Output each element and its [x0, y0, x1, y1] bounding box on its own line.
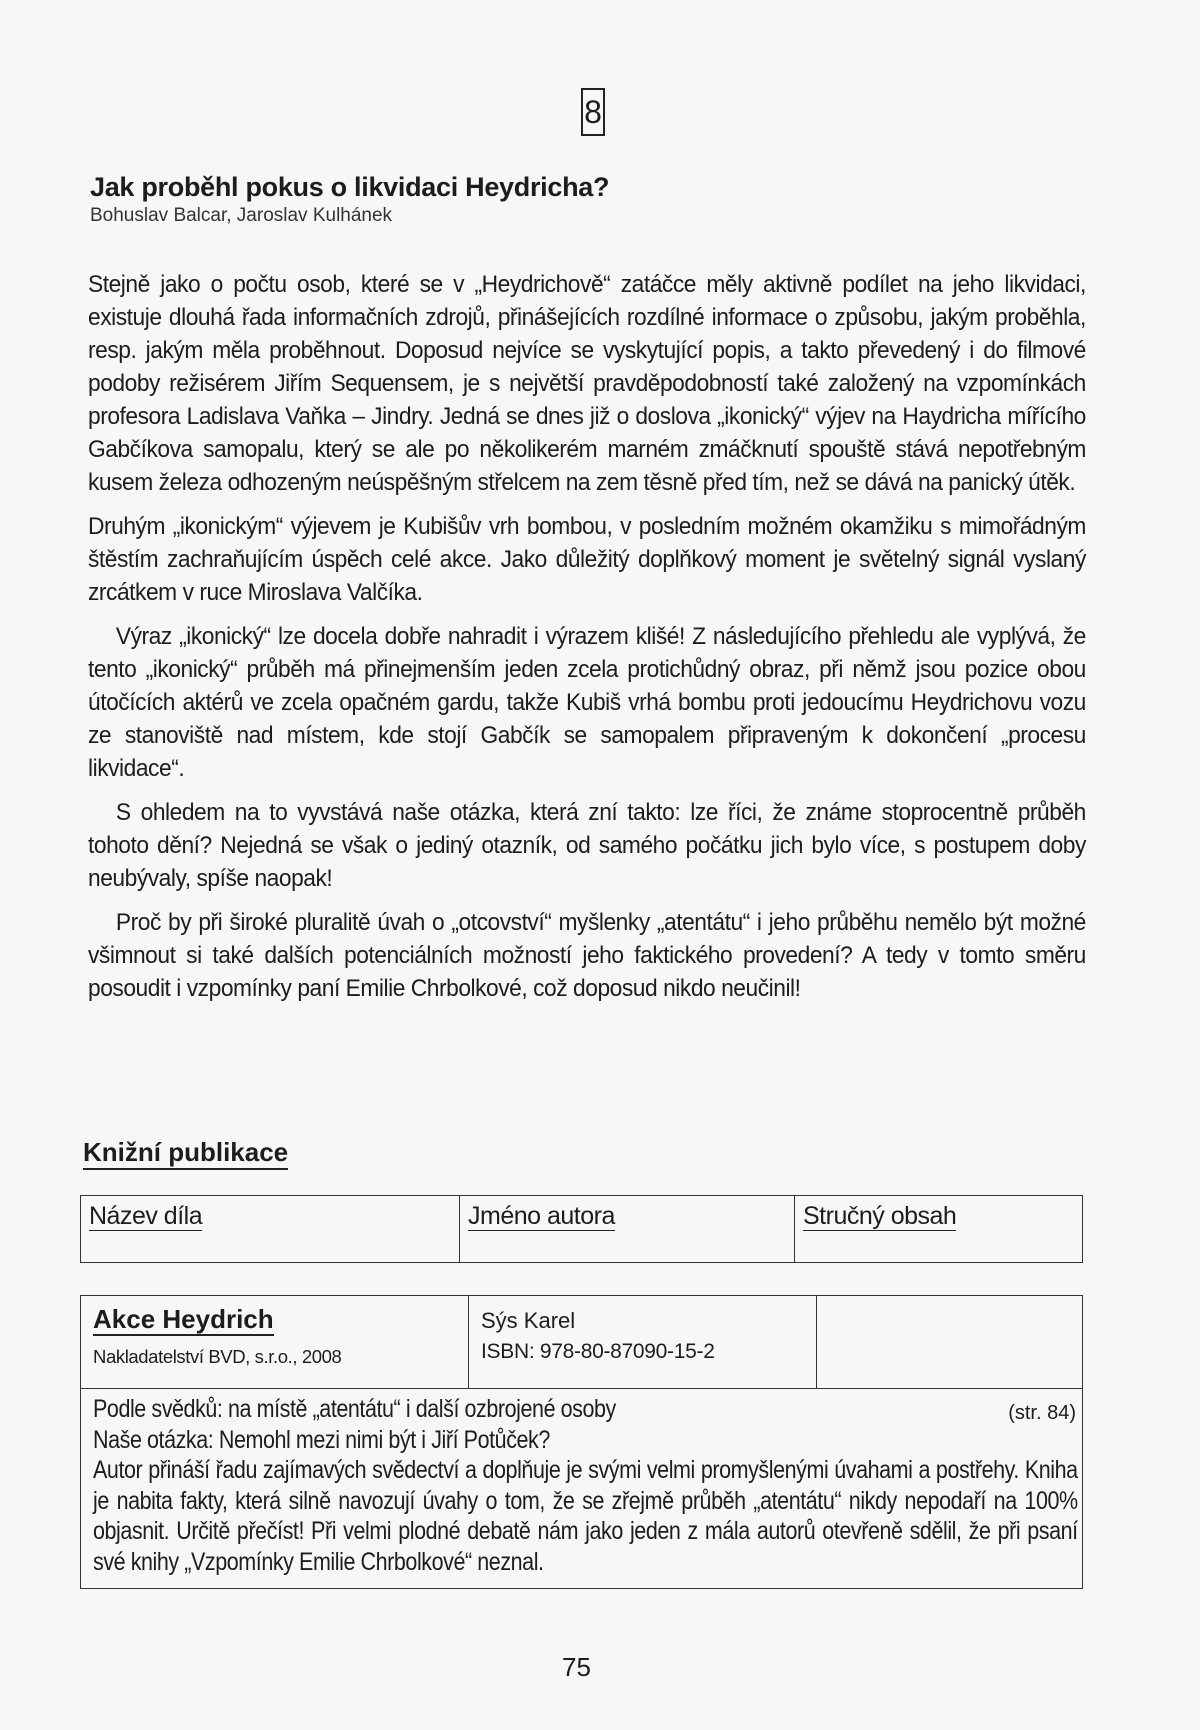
section-heading: Knižní publikace: [83, 1136, 288, 1170]
book-summary: [93, 1394, 1078, 1577]
book-entry: [80, 1295, 1083, 1589]
book-title: Akce Heydrich: [93, 1304, 274, 1334]
paragraph-4: S ohledem na to vyvstává naše otázka, která zní takto: lze říci, že známe stoprocentně průběh tohoto dění? Nejedná se však o jediný otazník, od samého počátku jich bylo více, s postupem doby neubývaly, spíše naopak!: [88, 799, 1086, 892]
article-body: [88, 268, 1086, 1016]
book-isbn: ISBN: 978-80-87090-15-2: [481, 1340, 715, 1363]
column-header-title: Název díla: [81, 1196, 460, 1263]
paragraph-2: Druhým „ikonickým“ výjevem je Kubišův vrh bombou, v posledním možném okamžiku s mimořádným štěstím zachraňujícím úspěch celé akce. Jako důležitý doplňkový moment je světelný signál vyslaný zrcátkem v ruce Miroslava Valčíka.: [88, 513, 1086, 606]
row-divider: [81, 1388, 1082, 1389]
article-title: Jak proběhl pokus o likvidaci Heydricha?: [90, 172, 610, 202]
book-author-cell: [469, 1296, 817, 1388]
column-header-summary: Stručný obsah: [795, 1196, 1083, 1263]
chapter-number-box: 8: [581, 88, 605, 136]
publication-table-header: [80, 1195, 1083, 1263]
book-title-cell: [81, 1296, 469, 1388]
paragraph-1: Stejně jako o počtu osob, které se v „Heydrichově“ zatáčce měly aktivně podílet na jeho likvidaci, existuje dlouhá řada informačních zdrojů, přinášejících rozdílné informace o způsobu, jakým proběhla, resp. jakým měla proběhnout. Doposud nejvíce se vyskytující popis, a takto převedený i do filmové podoby režisérem Jiřím Sequensem, je s největší pravděpodobností také založený na vzpomínkách profesora Ladislava Vaňka – Jindry. Jedná se dnes již o doslova „ikonický“ výjev na Haydricha mířícího Gabčíkova samopalu, který se ale po několikerém marném zmáčknutí spouště stává nepotřebným kusem železa odhozeným neúspěšným střelcem na zem těsně před tím, než se dává na panický útěk.: [88, 271, 1086, 496]
column-header-author: Jméno autora: [460, 1196, 795, 1263]
book-publisher: Nakladatelství BVD, s.r.o., 2008: [93, 1346, 342, 1367]
page-reference: (str. 84): [1008, 1402, 1076, 1424]
page-number: 75: [562, 1652, 591, 1682]
summary-line-1: Podle svědků: na místě „atentátu“ i další ozbrojené osoby: [93, 1395, 616, 1423]
summary-line-2: Naše otázka: Nemohl mezi nimi být i Jiří Potůček?: [93, 1425, 550, 1454]
book-author: Sýs Karel: [481, 1308, 576, 1333]
paragraph-3: Výraz „ikonický“ lze docela dobře nahradit i výrazem klišé! Z následujícího přehledu ale vyplývá, že tento „ikonický“ průběh má přinejmenším jeden zcela protichůdný obraz, při němž jsou pozice obou útočících aktérů ve zcela opačném gardu, takže Kubiš vrhá bombu proti jedoucímu Heydrichovu vozu ze stanoviště nad místem, kde stojí Gabčík se samopalem připraveným k dokončení „procesu likvidace“.: [88, 623, 1086, 782]
article-authors: Bohuslav Balcar, Jaroslav Kulhánek: [90, 205, 393, 226]
summary-body: Autor přináší řadu zajímavých svědectví a doplňuje je svými velmi promyšlenými úvahami a postřehy. Kniha je nabita fakty, která silně navozují úvahy o tom, že se zřejmě průběh „atentátu“ nikdy nepodaří na 100% objasnit. Určitě přečíst! Při velmi plodné debatě nám jako jeden z mála autorů otevřeně sdělil, že při psaní své knihy „Vzpomínky Emilie Chrbolkové“ neznal.: [93, 1456, 1078, 1576]
paragraph-5: Proč by při široké pluralitě úvah o „otcovství“ myšlenky „atentátu“ i jeho průběhu nemělo být možné všimnout si také dalších potenciálních možností jeho faktického provedení? A tedy v tomto směru posoudit i vzpomínky paní Emilie Chrbolkové, což doposud nikdo neučinil!: [88, 909, 1086, 1002]
